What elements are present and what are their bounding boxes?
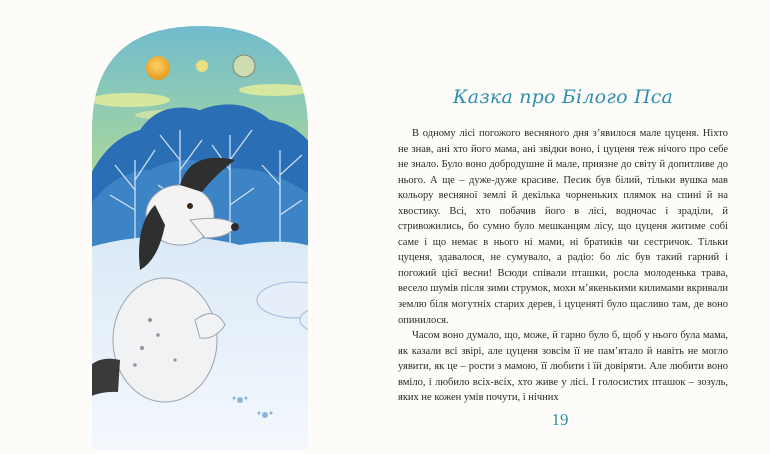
text-page <box>398 86 728 406</box>
star-icon <box>196 60 208 72</box>
moon-icon <box>233 55 255 77</box>
sun-icon <box>146 56 170 80</box>
paragraph-1: В одному лісі погожого весняного дня з’явилося мале цуценя. Ніхто не знав, ані хто його мама, ані звідки воно, і цуценя теж нічого про себе не знало. Було воно добродушне й мале, приязне до світу й допитливе до нього. А ще – дуже-дуже красиве. Песик був білий, тільки вушка мав кольору весняної землі й декілька чорненьких плямок на спині й на хвостику. Всі, хто побачив його в лісі, водночас і зраділи, й стривожились, бо сумно було мешканцям лісу, що цуценя житиме собі саме і що немає в нього ні мами, ні братиків чи сестричок. Тільки цуценя, здавалося, не сумувало, а радіо: бо ліс був такий гарний і погожий цієї весни! Всюди співали пташки, росла молоденька трава, весело шумів після зими струмок, мохи м’якенькими килимами вкривали землю біля могутніх старих дерев, і цуценяті було щасливо там, де воно опинилося. <box>398 128 728 326</box>
story-title: Казка про Білого Пса <box>452 86 674 108</box>
white-dog-illustration <box>40 20 360 450</box>
paragraph-2: Часом воно думало, що, може, й гарно було б, щоб у нього була мама, як казали всі звірі, але цуценя зовсім її не пам’ятало й навіть не могло уявити, як це – рости з мамою, її любити і їй довіряти. Але любити воно вміло, і любило всіх-всіх, хто живе у лісі. І голосистих пташок – зозуль, яких не кожен умів почути, і нічних <box>398 330 728 404</box>
page-number: 19 <box>551 410 569 429</box>
